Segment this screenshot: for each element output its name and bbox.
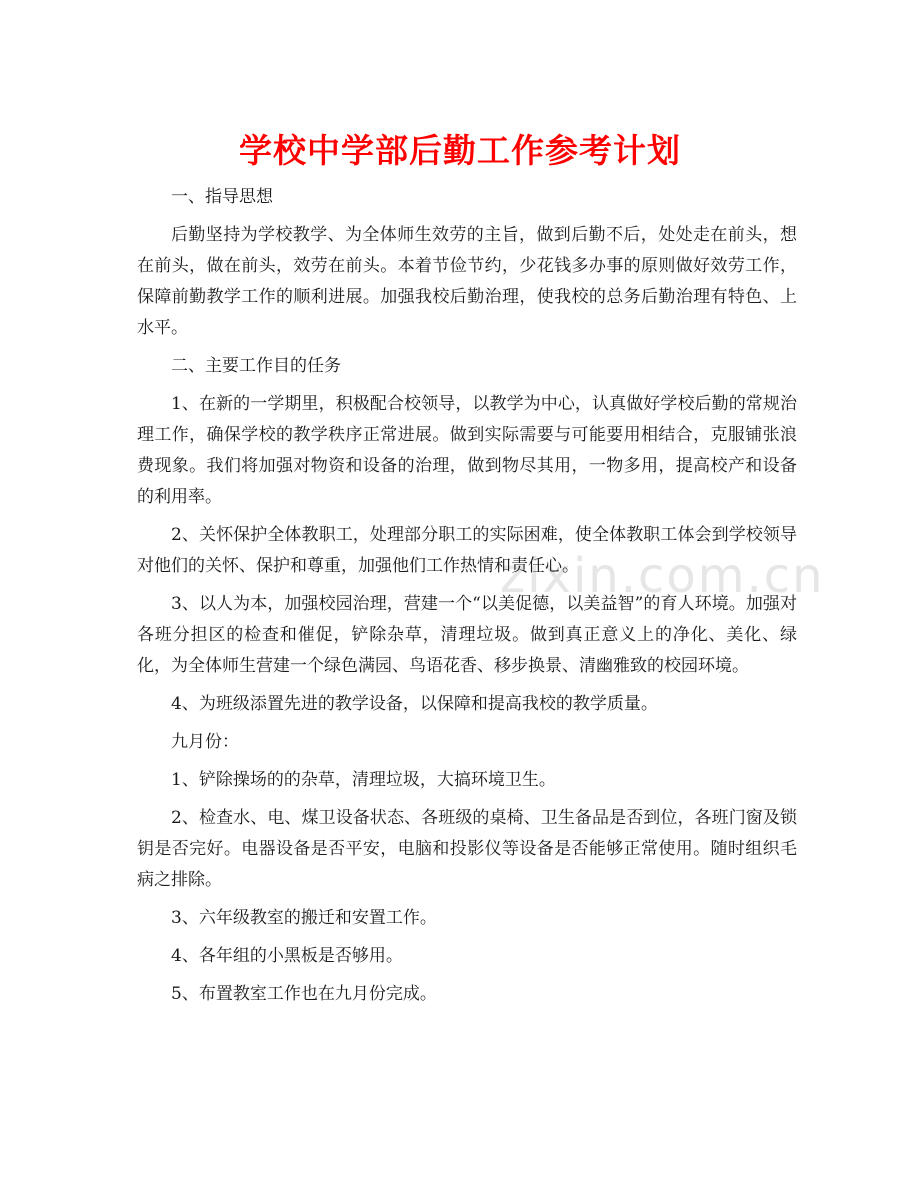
september-item-5: 5、布置教室工作也在九月份完成。 — [171, 984, 437, 1004]
task-item-2: 2、关怀保护全体教职工，处理部分职工的实际困难，使全体教职工体会到学校领导对他们的关怀、保护和尊重，加强他们工作热情和责任心。 — [137, 525, 797, 576]
september-item-4: 4、各年组的小黑板是否够用。 — [171, 946, 403, 966]
section-heading-main-tasks: 二、主要工作目的任务 — [171, 356, 341, 376]
september-item-2: 2、检查水、电、煤卫设备状态、各班级的桌椅、卫生备品是否到位，各班门窗及锁钥是否完好。电器设备是否平安，电脑和投影仪等设备是否能够正常使用。随时组织毛病之排除。 — [137, 808, 797, 890]
watermark: zixin.com.cn — [500, 548, 825, 604]
section-heading-september: 九月份： — [171, 732, 239, 752]
section-heading-guiding-ideology: 一、指导思想 — [171, 187, 273, 207]
september-item-1: 1、铲除操场的的杂草，清理垃圾，大搞环境卫生。 — [171, 770, 556, 790]
document-body — [137, 182, 797, 1017]
document-title: 学校中学部后勤工作参考计划 — [239, 131, 681, 170]
task-item-3: 3、以人为本，加强校园治理，营建一个“以美促德，以美益智”的育人环境。加强对各班分担区的检查和催促，铲除杂草，清理垃圾。做到真正意义上的净化、美化、绿化，为全体师生营建一个绿色满园、鸟语花香、移步换景、清幽雅致的校园环境。 — [137, 594, 797, 676]
task-item-4: 4、为班级添置先进的教学设备，以保障和提高我校的教学质量。 — [171, 694, 658, 714]
paragraph-guiding-ideology: 后勤坚持为学校教学、为全体师生效劳的主旨，做到后勤不后，处处走在前头，想在前头，做在前头，效劳在前头。本着节俭节约，少花钱多办事的原则做好效劳工作，保障前勤教学工作的顺利进展。加强我校后勤治理，使我校的总务后勤治理有特色、上水平。 — [137, 225, 797, 338]
task-item-1: 1、在新的一学期里，积极配合校领导，以教学为中心，认真做好学校后勤的常规治理工作，确保学校的教学秩序正常进展。做到实际需要与可能要用相结合，克服铺张浪费现象。我们将加强对物资和设备的治理，做到物尽其用，一物多用，提高校产和设备的利用率。 — [137, 394, 797, 507]
september-item-3: 3、六年级教室的搬迁和安置工作。 — [171, 908, 437, 928]
